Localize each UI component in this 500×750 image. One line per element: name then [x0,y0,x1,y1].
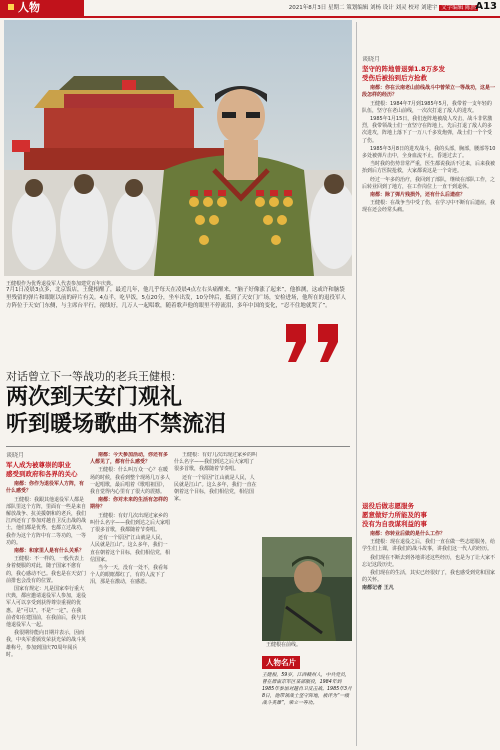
headline-kicker: 对话曾立下一等战功的老兵王健根： [6,370,182,383]
column-2-question: 南都：今天参加活动，你还有多人都见了，都有什么感受？ [90,452,169,466]
column-3-answer: 王健根：1984年7月到1985年5月，我带着一支年轻的队伍，坚守在老山前线，一次次打退了敌人的进攻。 [362,100,492,114]
column-3-byline: 谈晓月 [362,56,381,63]
column-2-answer: 王健根：有好几次出现过家乡的叫什么名字——我们到达之后大家唱了很多首歌，我都随着节奏唱。 [90,512,170,534]
column-3-heading [362,65,496,83]
column-4-heading-line-2: 愿意做好力所能及的事 [362,511,427,519]
column-2-question: 南都：你对未来的生活有怎样的期待？ [90,497,169,511]
column-3-heading-line-1: 坚守的阵地曾退弹1.8万多发 [362,65,446,74]
article-column-4 [362,500,496,746]
column-2b-answer: 还有一个原因“江山就是人民，人民就是江山”。这么多年，我们一直在朝着这个目标，我们相信党，相信国家。 [174,474,257,503]
column-3-answer: 1985年3月8日的进攻战斗，我的头部，胸部，腰部等10多处被弹片击中，全身血流不止，昏迷过去了。 [362,145,496,160]
column-rule [356,22,357,746]
column-4-heading-line-1: 退役后做志愿服务 [362,502,414,510]
secondary-photo-illustration [262,537,352,641]
profile-text: 王健根，59岁，江西赣州人，中共党员，曾在原南京军区某部服役，1984年到1985年参加对越自卫反击战。1985年3月8日，他带领战士坚守阵地，被评为“一级战斗英雄”，荣立一等功。 [262,673,352,706]
column-2b-answer: 王健根：有好几次出现过家乡的叫什么名字——我们到达之后大家唱了很多首歌，我都随着节奏唱。 [174,452,258,473]
column-4-answer: 我们现在不断去到各地讲述这些经历，也是为了让大家不忘记这段历史。 [362,554,496,568]
main-photo-illustration [4,20,352,276]
article-column-3 [362,56,496,422]
column-4-answer: 我们现在的生活，其实已经很好了，我也感受到党和国家的关怀。 [362,570,496,584]
secondary-photo [262,537,352,641]
page-number: A13 [475,1,497,12]
article-column-2b [174,452,258,746]
column-3-answer: 经过一年多的治疗，我回到了部队，继续在部队工作，之后转业回到了地方，在工作岗位上一直干到退休。 [362,176,496,190]
column-1-answer: 我很期待能向日期并表示，因而我，中央军委颁发荣获光荣的战斗英雄称号，参加到国庆70周年阅兵时。 [6,630,86,658]
column-1-answer: 王健根：我跟其他退役军人都是部队里这个方阵，里面有一些是来自解放战争、抗美援朝和的老兵，我们江西还有了参加对越自卫反击战的战士，他们都是优秀，也都立过战功，我作为这个方阵中有二等功的，一等功的。 [6,496,86,546]
column-1-question: 南都：和家里人是有什么关系？ [14,548,85,555]
column-3-answer: 王健根：在战争当中受了伤，在学习中不断有后遗症，我现在还会经常头痛。 [362,200,496,214]
headline [6,384,226,438]
article-column-1 [6,452,86,746]
quote-mark-icon [282,320,346,364]
headline-line-1: 两次到天安门观礼 [6,385,183,410]
editor-tag: 文字编辑 陈然 [441,5,476,11]
column-3-question: 南都：你在云南老山前线战斗中曾荣立一等战功，这是一段怎样的经历？ [362,85,496,99]
column-3-question: 南都：除了弹片残损外，还有什么后遗症？ [370,192,466,199]
dateline-text: 2021年8月3日 星期二 策划编辑 刘杨 设计 刘灵 校对 刘建宇 [288,5,438,11]
column-1-answer: 国家有规定：凡是国家奉行重大庆典，都应邀请退役军人参加，退役军人可以享受到获得尊崇重视的优惠。是“可以”，不是“一定”。在我前者如在建国前，在我前后，我与其他退役军人一起。 [6,586,86,629]
profile-box [262,650,352,746]
reporter-signature: 南都记者 王凡 [362,585,394,592]
column-1-question: 南都：你作为退役军人方阵，有什么感受？ [6,481,85,495]
column-1-heading-line-2: 感受到政府和各界的关心 [6,470,78,479]
column-4-heading-line-3: 没有为自我谋利益的事 [362,520,427,528]
column-1-answer: 王健根：不一样的，一般代表上身着便服的对此，随子国家不愈有的，我心感动不已。我也是在天安门前排也会没有的位置。 [6,556,86,584]
section-title: 人物 [18,1,40,14]
column-4-answer: 王健根：现在退役之后，我们一直在做一些志愿服务，给学生们上课，讲我们的战斗故事，讲我们这一代人的经历。 [362,539,496,553]
column-2-answer: 王健根：什么叫万众一心？在暖场的时候，我看到整个现场几万多人一起唱歌，最后唱着《歌唱祖国》，我自觉得内心里有了很大的震撼。 [90,467,170,496]
column-3-heading-line-2: 受伤后被抬到后方抢救 [362,74,427,83]
profile-label: 人物名片 [262,656,300,669]
column-3-answer: 1985年1月15日，我们连阵地被敌人攻击，战斗非常激烈，我带领战士们一直坚守在阵地上，先后打退了敌人的多次进攻，阵地上落下了一万八千多发炮弹，战士们一个个受了伤。 [362,116,493,144]
main-photo-caption: 王健根作为优秀退役军人代表参加建党百年庆典。 [6,281,117,287]
headline-line-2: 听到暖场歌曲不禁流泪 [6,412,227,437]
headline-divider [6,446,350,447]
page-header [0,0,500,18]
column-2-answer: 当今一天，没有一处不，我看每个人的眼眶都红了，有的人流下了泪，那是在激动，在感恩。 [90,565,169,586]
section-marker-icon [8,4,14,10]
article-column-2 [90,452,170,746]
column-4-question: 南都：你转业后做的是什么工作？ [370,531,446,537]
secondary-photo-caption: 王健根在前线。 [266,642,302,648]
section-label [0,0,84,16]
column-4-heading [362,502,496,529]
column-1-byline: 谈晓月 [6,452,25,459]
column-1-heading-line-1: 军人成为被尊崇的职业 [6,461,71,470]
lead-paragraph: 7月1日凌晨3点多，北京饭店，王健根醒了，最近几年，他几乎每天在凌晨4点左右头痛醒来，“脑子好像涨了起来”，他推测，这或许和脑袋里残留的弹片和眼眶以前的碎片有关。4点半，吃早饭，5点20分，坐车出发，10分钟后，抵到了天安门广场，安检进场，他所在的退役军人方阵位于天安门东侧，与主席台平行，视线好，几万人一起唱歌，随着歌声他的眼里不停流泪，多年中国的变化，“忍不住地就哭了”。 [6,287,347,309]
column-3-answer: 当时我的伤势非常严重，医生都说我活不过来，后来我被抬到后方医院抢救，大家都说这是一个奇迹。 [362,161,496,175]
column-1-heading [6,461,86,479]
column-2-answer: 还有一个原因“江山就是人民，人民就是江山”。这么多年，我们一直在朝着这个目标，我们相信党，相信国家。 [90,535,170,563]
main-photo [4,20,352,276]
dateline [289,3,478,11]
